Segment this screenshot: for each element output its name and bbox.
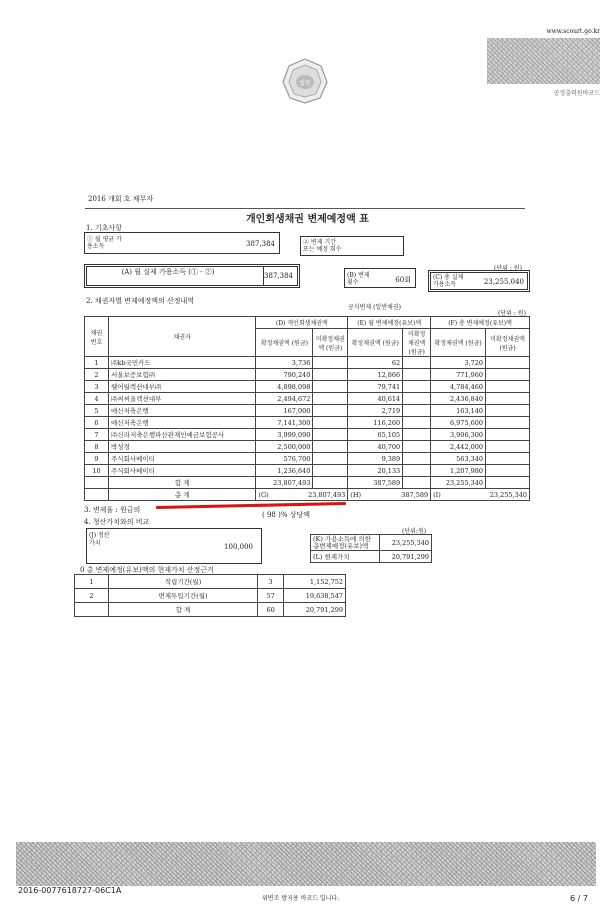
row-d: 3,999,090 — [256, 429, 313, 441]
row-f: 563,340 — [431, 453, 486, 465]
row-e: 2,719 — [348, 405, 403, 417]
row-e2 — [403, 369, 431, 381]
row-d: 576,700 — [256, 453, 313, 465]
creditor-table — [84, 316, 530, 501]
row-no: 3 — [85, 381, 109, 393]
row-e: 116,260 — [348, 417, 403, 429]
pv-total-label: 합 계 — [108, 603, 257, 617]
anti-forgery-barcode — [16, 842, 596, 886]
row-e: 62 — [348, 357, 403, 369]
col-D-header: (D) 개인회생채권액 — [256, 317, 348, 329]
section-3-heading: 3. 변제율 : 원금의 — [84, 506, 141, 514]
row-no: 1 — [85, 357, 109, 369]
row-e2 — [403, 441, 431, 453]
row-f: 771,960 — [431, 369, 486, 381]
section-2-heading: 2. 채권자별 변제예정액의 산정내역 — [86, 297, 195, 305]
table-row — [85, 429, 530, 441]
table-header-row-1 — [85, 317, 530, 329]
row-f: 4,784,460 — [431, 381, 486, 393]
barcode-notice: 위변조 방지용 바코드 입니다. — [262, 895, 340, 902]
C-value: 23,255,040 — [483, 278, 524, 286]
row-e: 40,614 — [348, 393, 403, 405]
pv-basis-table — [74, 574, 346, 617]
row-e2 — [403, 381, 431, 393]
row-no: 10 — [85, 465, 109, 477]
row-f: 1,207,980 — [431, 465, 486, 477]
table-row — [85, 441, 530, 453]
pv-row-label: 변제투입기간(월) — [108, 589, 257, 603]
qr-caption: 공정출력원바코드 — [553, 90, 600, 97]
row-d: 2,500,000 — [256, 441, 313, 453]
row-e: 65,105 — [348, 429, 403, 441]
total-row — [85, 489, 530, 501]
table-row — [85, 381, 530, 393]
table-row — [85, 405, 530, 417]
row-creditor: 애신저축은행 — [108, 405, 255, 417]
row-f: 6,975,600 — [431, 417, 486, 429]
row-no: 4 — [85, 393, 109, 405]
section-4-heading: 4. 청산가치와의 비교 — [84, 518, 150, 526]
subtotal-row — [85, 477, 530, 489]
table-row — [85, 417, 530, 429]
net-income-label: ① 월 평균 가용소득 — [87, 236, 122, 250]
repayment-rate: ( 98 )% 상당액 — [262, 511, 310, 519]
L-value: 20,791,299 — [380, 551, 432, 563]
G-label: (G) — [258, 490, 269, 499]
row-d2 — [313, 393, 348, 405]
A-box — [84, 264, 300, 288]
col-D1-header: 확정채권액 (원금) — [256, 329, 313, 357]
B-label: (B) 변제 횟수 — [347, 272, 370, 286]
period-box — [300, 236, 404, 256]
row-d2 — [313, 369, 348, 381]
pv-total-v: 20,791,299 — [284, 603, 346, 617]
net-income-value: 387,384 — [246, 240, 275, 248]
row-e2 — [403, 405, 431, 417]
row-creditor: ㈜kb국민카드 — [108, 357, 255, 369]
pv-row — [75, 575, 346, 589]
col-F-header: (F) 총 변제예정(유보)액 — [431, 317, 530, 329]
col-D2-header: 미확정채권액 (원금) — [313, 329, 348, 357]
row-f2 — [486, 453, 530, 465]
verification-code-image — [487, 38, 600, 84]
total-h-cell — [348, 489, 431, 501]
J-box — [86, 528, 262, 564]
pv-row-v: 19,638,547 — [284, 589, 346, 603]
J-value: 100,000 — [224, 543, 253, 551]
J-label: (J) 청산가치 — [89, 532, 110, 547]
row-no: 2 — [85, 369, 109, 381]
pv-compare-table — [310, 534, 432, 563]
seal-text: 법원 — [299, 80, 311, 87]
row-d2 — [313, 465, 348, 477]
pv-row — [75, 589, 346, 603]
row-e2 — [403, 357, 431, 369]
row-f: 2,436,840 — [431, 393, 486, 405]
pv-row-no: 2 — [75, 589, 109, 603]
pv-row-v: 1,152,752 — [284, 575, 346, 589]
row-no: 9 — [85, 453, 109, 465]
row-d: 790,240 — [256, 369, 313, 381]
row-creditor: 웰어월렉션대부㈜ — [108, 381, 255, 393]
row-d2 — [313, 429, 348, 441]
row-e: 9,389 — [348, 453, 403, 465]
I-value: 23,255,340 — [489, 490, 527, 499]
net-income-box — [84, 232, 280, 254]
unit-label-1: (단위 : 원) — [494, 265, 522, 272]
row-e2 — [403, 453, 431, 465]
total-label: 총 계 — [108, 489, 255, 501]
subtotal-label: 합 계 — [108, 477, 255, 489]
row-d: 167,000 — [256, 405, 313, 417]
table-row — [85, 453, 530, 465]
row-creditor: 박성경 — [108, 441, 255, 453]
row-f: 3,720 — [431, 357, 486, 369]
row-f: 3,906,300 — [431, 429, 486, 441]
pv-total-row — [75, 603, 346, 617]
page-number: 6 / 7 — [570, 894, 588, 903]
pv-total-n: 60 — [258, 603, 284, 617]
row-creditor: 서울보증보험㈜ — [108, 369, 255, 381]
unit-label-3: (단위:원) — [402, 528, 427, 535]
row-e: 12,866 — [348, 369, 403, 381]
total-i-cell — [431, 489, 530, 501]
H-label: (H) — [350, 490, 362, 499]
pv-row-n: 57 — [258, 589, 284, 603]
row-e: 20,133 — [348, 465, 403, 477]
row-e: 40,700 — [348, 441, 403, 453]
table-row — [85, 465, 530, 477]
H-value: 387,589 — [401, 490, 429, 499]
col-E-header: (E) 월 변제예정(유보)액 — [348, 317, 431, 329]
row-d2 — [313, 357, 348, 369]
col-creditor-header: 채권자 — [108, 317, 255, 357]
col-F1-header: 확정채권액 (원금) — [431, 329, 486, 357]
K-value: 23,255,340 — [380, 535, 432, 551]
table-row — [85, 357, 530, 369]
G-value: 23,807,493 — [308, 490, 346, 499]
C-box — [428, 270, 530, 292]
period-label: ② 변제 기간 또는 예정 회수 — [303, 239, 342, 253]
row-creditor: 주식회사베이티 — [108, 465, 255, 477]
row-creditor: ㈜씨씨올렉션대부 — [108, 393, 255, 405]
table-row — [85, 393, 530, 405]
subtotal-e: 387,589 — [348, 477, 403, 489]
row-f2 — [486, 465, 530, 477]
A-value: 387,384 — [264, 272, 293, 280]
B-value: 60회 — [395, 276, 411, 284]
row-e2 — [403, 465, 431, 477]
row-f2 — [486, 357, 530, 369]
row-f2 — [486, 417, 530, 429]
row-f: 2,442,000 — [431, 441, 486, 453]
row-creditor: ㈜신라저축은행파산관재인예금보험공사 — [108, 429, 255, 441]
row-d: 7,141,300 — [256, 417, 313, 429]
row-d: 2,494,672 — [256, 393, 313, 405]
pv-row-no: 1 — [75, 575, 109, 589]
row-no: 6 — [85, 417, 109, 429]
document-title: 개인회생채권 변제예정액 표 — [246, 214, 369, 225]
K-label: (K) 가용소득에 의한 총변제예정(유보)액 — [311, 535, 380, 551]
unit-label-2: (단위 : 원) — [498, 310, 526, 317]
pv-row-label: 적립기간(월) — [108, 575, 257, 589]
A-label: (A) 월 실제 가용소득 (① - ②) — [121, 268, 215, 276]
section-1-heading: 1. 기초사항 — [86, 224, 122, 232]
col-E1-header: 확정채권액 (원금) — [348, 329, 403, 357]
row-d: 1,236,640 — [256, 465, 313, 477]
title-rule — [85, 208, 525, 209]
site-url: www.scourt.go.kr — [546, 28, 600, 35]
row-e: 79,741 — [348, 381, 403, 393]
row-f2 — [486, 429, 530, 441]
red-underline-mark — [156, 502, 346, 509]
col-no-header: 채권 번호 — [85, 317, 109, 357]
row-no: 7 — [85, 429, 109, 441]
pv-row-n: 3 — [258, 575, 284, 589]
row-f2 — [486, 381, 530, 393]
row-d2 — [313, 453, 348, 465]
row-d2 — [313, 417, 348, 429]
row-creditor: 주식회사베이티 — [108, 453, 255, 465]
row-d: 4,898,098 — [256, 381, 313, 393]
row-no: 8 — [85, 441, 109, 453]
table-row — [85, 369, 530, 381]
col-E2-header: 미확정채권액 (원금) — [403, 329, 431, 357]
subtotal-f: 23,255,340 — [431, 477, 486, 489]
row-no: 5 — [85, 405, 109, 417]
sub-caption: 공식변제 (일반채권) — [348, 304, 401, 311]
row-d2 — [313, 441, 348, 453]
row-creditor: 애신저축은행 — [108, 417, 255, 429]
document-id: 2016-0077618727-06C1A — [18, 886, 122, 895]
B-box — [344, 268, 416, 288]
row-d2 — [313, 381, 348, 393]
row-f2 — [486, 393, 530, 405]
row-f2 — [486, 405, 530, 417]
row-d: 3,736 — [256, 357, 313, 369]
row-d2 — [313, 405, 348, 417]
row-e2 — [403, 393, 431, 405]
total-g-cell — [256, 489, 348, 501]
L-label: (L) 현재가치 — [311, 551, 380, 563]
row-f: 163,140 — [431, 405, 486, 417]
case-number: 2016 개회 호 채무자 — [88, 195, 154, 203]
col-F2-header: 미확정채권액 (원금) — [486, 329, 530, 357]
C-label: (C) 총 실제 가용소득 — [433, 274, 464, 288]
row-f2 — [486, 441, 530, 453]
row-f2 — [486, 369, 530, 381]
section-5-heading: 0 총 변제예정(유보)액의 현재가치 산정근거 — [80, 566, 214, 574]
row-e2 — [403, 417, 431, 429]
row-e2 — [403, 429, 431, 441]
I-label: (I) — [433, 490, 441, 499]
subtotal-d: 23,807,493 — [256, 477, 313, 489]
